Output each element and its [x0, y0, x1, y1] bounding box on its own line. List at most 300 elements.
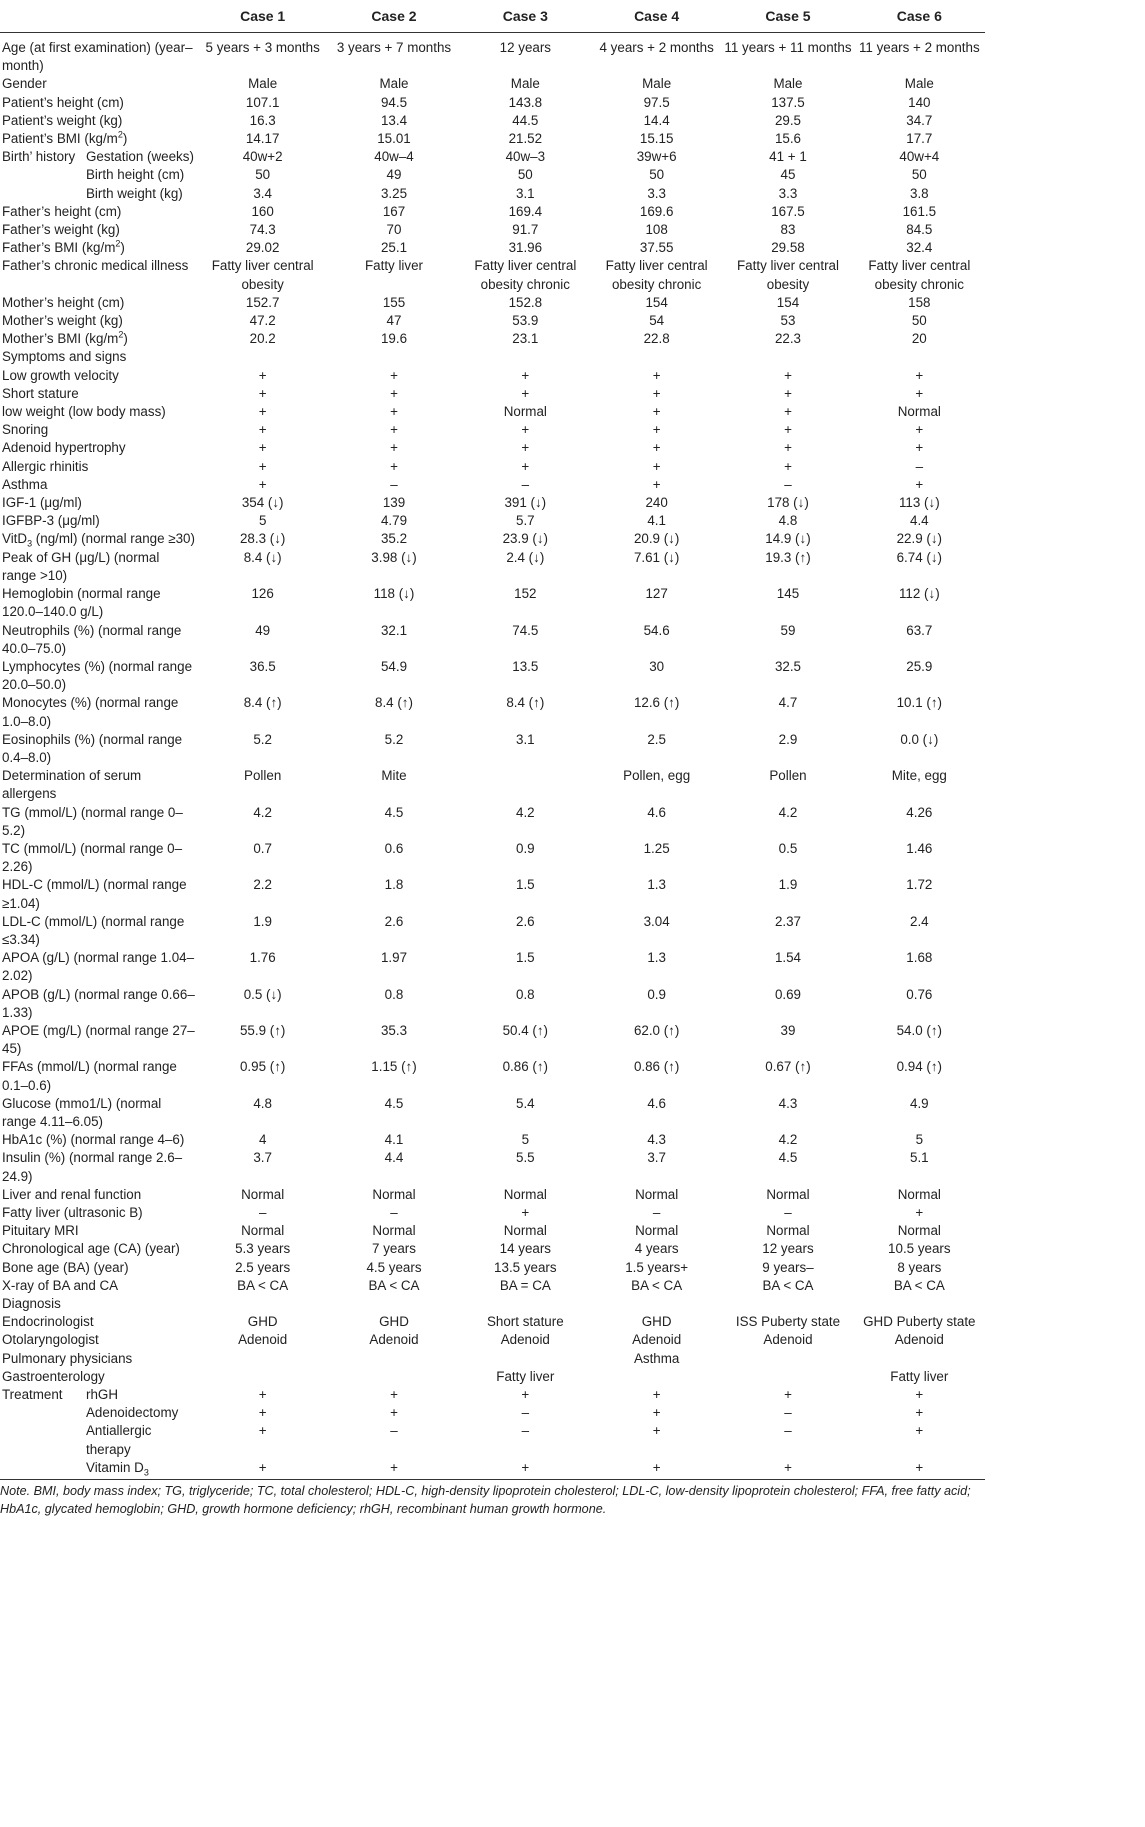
cell-case-1: 16.3: [249, 112, 276, 128]
cell-case-3: +: [521, 367, 530, 383]
cell-case-6: 0.0 (↓): [900, 731, 939, 747]
cell-case-4: 39w+6: [636, 149, 677, 165]
cell-case-5: 59: [780, 622, 796, 638]
cell-case-2: 139: [382, 495, 406, 511]
table-row: [0, 403, 985, 421]
cell-case-1: [197, 348, 328, 366]
cell-case-2: 3.25: [380, 185, 408, 201]
cell-case-3: 31.96: [508, 240, 543, 256]
row-label: Eosinophils (%) (normal range 0.4–8.0): [2, 731, 183, 765]
cell-case-5: 178 (↓): [767, 495, 809, 511]
cell-case-2: +: [390, 458, 398, 474]
cell-case-6: 10.1 (↑): [896, 695, 943, 711]
row-label: Diagnosis: [2, 1296, 61, 1312]
row-label: APOE (mg/L) (normal range 27–45): [2, 1022, 195, 1057]
row-label: Gastroenterology: [2, 1368, 105, 1384]
row-label: Patient’s height (cm): [2, 94, 124, 110]
table-row: [0, 348, 985, 366]
cell-case-2: +: [390, 385, 398, 401]
cell-case-4: 54: [649, 313, 665, 329]
table-row: [0, 1022, 985, 1058]
cell-case-2: 54.9: [380, 658, 408, 674]
cell-case-5: 137.5: [771, 94, 805, 110]
cell-case-1: Male: [248, 76, 278, 92]
cell-case-2: [328, 1368, 459, 1386]
table-row: [0, 549, 985, 585]
cell-case-4: Asthma: [633, 1350, 680, 1366]
cell-case-5: 4.7: [778, 695, 798, 711]
cell-case-2: 4.5: [384, 804, 404, 820]
cell-case-5: 0.69: [774, 986, 801, 1002]
cell-case-1: 126: [251, 586, 274, 602]
cell-case-4: 240: [645, 495, 668, 511]
table-row: [0, 257, 985, 293]
table-row: [0, 367, 985, 385]
cell-case-4: 1.5 years+: [625, 1259, 689, 1275]
cell-case-5: 32.5: [774, 658, 801, 674]
cell-case-4: 22.8: [643, 331, 670, 347]
cell-case-1: +: [258, 1423, 267, 1439]
row-label: Pulmonary physicians: [2, 1350, 133, 1366]
cell-case-3: –: [521, 1423, 530, 1439]
cell-case-2: 35.2: [380, 531, 408, 547]
row-label: Adenoidectomy: [86, 1405, 179, 1421]
cell-case-3: 23.9 (↓): [502, 531, 549, 547]
cell-case-4: 7.61 (↓): [633, 549, 680, 565]
row-label: Monocytes (%) (normal range 1.0–8.0): [2, 695, 179, 729]
cell-case-6: 113 (↓): [898, 495, 940, 511]
cell-case-4: +: [652, 1405, 661, 1421]
cell-case-5: Normal: [766, 1186, 810, 1202]
cell-case-2: 19.6: [380, 331, 408, 347]
cell-case-1: 160: [251, 203, 274, 219]
cell-case-1: 28.3 (↓): [239, 531, 286, 547]
cell-case-5: 0.5: [778, 840, 798, 856]
cell-case-1: 4.2: [253, 804, 272, 820]
row-label: Determination of serum allergens: [2, 768, 142, 802]
cell-case-3: 2.4 (↓): [506, 549, 545, 565]
cell-case-1: [197, 1350, 328, 1368]
cell-case-2: 4.5: [384, 1095, 404, 1111]
cell-case-5: –: [784, 1405, 792, 1421]
cell-case-6: 158: [908, 294, 931, 310]
table-row: [0, 585, 985, 621]
table-footnote: Note. BMI, body mass index; TG, triglyceride; TC, total cholesterol; HDL-C, high-density lipoprotein cholesterol; LDL-C, low-density lipoprotein cholesterol; FFA, free fatty acid; HbA1c, glycated hemoglobin; GHD, growth hormone deficiency; rhGH, recombinant human growth hormone.: [0, 1479, 985, 1518]
cell-case-4: 30: [649, 658, 665, 674]
cell-case-1: +: [258, 385, 267, 401]
cell-case-2: 0.8: [384, 986, 404, 1002]
cell-case-2: GHD: [379, 1314, 409, 1330]
cell-case-3: 4.2: [516, 804, 535, 820]
table-row: [0, 1459, 985, 1477]
cell-case-5: –: [784, 1423, 792, 1439]
cell-case-6: 6.74 (↓): [896, 549, 943, 565]
cell-case-6: +: [915, 440, 924, 456]
cell-case-3: +: [521, 1205, 530, 1220]
cell-case-2: 8.4 (↑): [375, 695, 413, 711]
table-row: [0, 1240, 985, 1258]
cell-case-3: 1.5: [516, 950, 535, 966]
row-label: Patient’s weight (kg): [2, 112, 123, 128]
cell-case-6: 54.0 (↑): [896, 1022, 943, 1038]
cell-case-5: 4.2: [778, 804, 798, 820]
cell-case-3: –: [521, 476, 530, 492]
cell-case-5: 4.5: [778, 1150, 798, 1166]
row-label: Neutrophils (%) (normal range 40.0–75.0): [2, 622, 182, 656]
row-label: Pituitary MRI: [2, 1223, 79, 1239]
cell-case-4: Normal: [635, 1186, 679, 1202]
cell-case-3: 12 years: [499, 40, 551, 55]
cell-case-6: +: [915, 385, 924, 401]
cell-case-3: 74.5: [512, 622, 539, 638]
table-body: [0, 33, 985, 1478]
cell-case-1: +: [258, 458, 267, 474]
cell-case-5: 29.58: [771, 240, 805, 256]
table-row: [0, 1313, 985, 1331]
header-row: [0, 0, 985, 33]
cell-case-5: [722, 1295, 853, 1313]
cell-case-2: 167: [382, 203, 406, 219]
cell-case-4: 4 years: [634, 1241, 679, 1257]
cell-case-6: +: [915, 1387, 924, 1403]
table-row: [0, 986, 985, 1022]
cell-case-2: +: [390, 1387, 398, 1403]
cell-case-1: BA < CA: [237, 1277, 289, 1293]
cell-case-4: 62.0 (↑): [633, 1022, 680, 1038]
cell-case-1: 4: [258, 1132, 267, 1148]
cell-case-4: +: [652, 1423, 661, 1439]
cell-case-4: 0.86 (↑): [633, 1059, 680, 1075]
row-label: Mother’s BMI $(kg/m^2)$: [2, 329, 128, 347]
row-label: X-ray of BA and CA: [2, 1277, 119, 1293]
cell-case-3: 5: [521, 1132, 530, 1148]
cell-case-4: +: [652, 440, 661, 456]
cell-case-3: 169.4: [508, 203, 543, 219]
table-row: [0, 1186, 985, 1204]
table-row: [0, 439, 985, 457]
cell-case-3: 152: [514, 586, 537, 602]
cell-case-6: –: [915, 458, 924, 474]
table-row: [0, 1095, 985, 1131]
row-label: Chronological age (CA) (year): [2, 1241, 180, 1257]
row-label: APOA (g/L) (normal range 1.04–2.02): [2, 950, 195, 984]
row-label: Patient’s BMI $(kg/m^2)$: [2, 129, 128, 147]
cell-case-6: 20: [911, 331, 927, 347]
cell-case-5: 154: [776, 294, 800, 310]
cell-case-3: 3.1: [516, 731, 535, 747]
cell-case-4: 4.6: [647, 1095, 666, 1111]
cell-case-4: 12.6 (↑): [633, 695, 680, 711]
cell-case-6: 63.7: [906, 622, 933, 638]
cell-case-6: 4.9: [910, 1095, 929, 1111]
cell-case-6: 8 years: [897, 1259, 942, 1275]
cell-case-2: [328, 1350, 459, 1368]
row-label: low weight (low body mass): [2, 404, 166, 420]
row-label: TG (mmol/L) (normal range 0–5.2): [2, 804, 183, 838]
cell-case-5: +: [784, 458, 792, 474]
table-row: [0, 840, 985, 876]
cell-case-4: 154: [645, 294, 668, 310]
cell-case-4: 54.6: [643, 622, 670, 638]
row-label: Bone age (BA) (year): [2, 1259, 129, 1275]
cell-case-3: Male: [510, 76, 540, 92]
table-row: [0, 1295, 985, 1313]
header-case-2: Case 2: [328, 0, 459, 33]
cell-case-1: 74.3: [249, 222, 276, 238]
table-row: [0, 203, 985, 221]
cell-case-6: Male: [904, 76, 934, 92]
cell-case-2: 4.79: [380, 513, 408, 529]
table-row: [0, 239, 985, 257]
cell-case-3: 2.6: [516, 913, 535, 929]
cell-case-4: 14.4: [643, 112, 670, 128]
cell-case-1: 8.4 (↓): [243, 549, 282, 565]
cell-case-4: +: [652, 1459, 661, 1475]
cell-case-5: +: [784, 385, 792, 401]
row-label: Antiallergic therapy: [86, 1423, 152, 1457]
cell-case-3: [460, 348, 591, 366]
cell-case-2: +: [390, 404, 398, 420]
row-label: IGFBP-3 (μg/ml): [2, 513, 100, 529]
cell-case-4: 108: [645, 222, 668, 238]
cell-case-5: 41 + 1: [769, 149, 807, 165]
row-label: Mother’s height (cm): [2, 294, 125, 310]
cell-case-1: 14.17: [245, 131, 280, 147]
cell-case-2: 32.1: [380, 622, 408, 638]
cell-case-1: [197, 1368, 328, 1386]
cell-case-2: 35.3: [380, 1022, 408, 1038]
cell-case-4: BA < CA: [631, 1277, 683, 1293]
row-label: Insulin (%) (normal range 2.6–24.9): [2, 1150, 183, 1184]
cell-case-2: –: [390, 1423, 398, 1439]
row-label: APOB (g/L) (normal range 0.66–1.33): [2, 986, 195, 1020]
cell-case-6: 11 years + 2 months: [858, 40, 980, 55]
cell-case-6: 5: [915, 1132, 924, 1148]
cell-case-1: 5 years + 3 months: [205, 40, 320, 55]
cell-case-3: 5.5: [516, 1150, 535, 1166]
cell-case-4: +: [652, 476, 661, 492]
cell-case-3: [460, 1295, 591, 1313]
table-row: [0, 913, 985, 949]
cell-case-2: Male: [379, 76, 409, 92]
cell-case-6: +: [915, 476, 924, 492]
cell-case-4: 3.7: [647, 1150, 666, 1166]
table-row: [0, 1259, 985, 1277]
cell-case-2: 94.5: [380, 94, 408, 110]
cell-case-1: 4.8: [253, 1095, 272, 1111]
header-case-4: Case 4: [591, 0, 722, 33]
cell-case-1: Normal: [241, 1223, 285, 1239]
cell-case-5: 9 years–: [762, 1259, 814, 1275]
cell-case-1: +: [258, 1405, 267, 1421]
cell-case-2: 3.98 (↓): [371, 549, 417, 565]
row-label: Father’s weight (kg): [2, 222, 120, 238]
cell-case-2: 118 (↓): [373, 586, 415, 602]
cell-case-3: 44.5: [512, 112, 539, 128]
cell-case-5: [722, 348, 853, 366]
cell-case-4: [591, 348, 722, 366]
cell-case-3: 0.86 (↑): [502, 1059, 549, 1075]
row-label: Short stature: [2, 385, 79, 401]
cell-case-4: 169.6: [639, 203, 674, 219]
cell-case-1: +: [258, 1387, 267, 1403]
cell-case-6: 84.5: [906, 222, 933, 238]
table-row: [0, 1368, 985, 1386]
cell-case-5: 19.3 (↑): [765, 549, 811, 565]
table-row: [0, 221, 985, 239]
row-label: TC (mmol/L) (normal range 0–2.26): [2, 840, 183, 875]
cell-case-5: 4.2: [778, 1132, 798, 1148]
table-row: [0, 330, 985, 348]
cell-case-6: 1.72: [906, 877, 933, 893]
cell-case-4: +: [652, 367, 661, 383]
cell-case-4: +: [652, 385, 661, 401]
cell-case-1: 0.95 (↑): [239, 1059, 286, 1075]
table-row: [0, 1404, 985, 1422]
cell-case-2: –: [390, 476, 398, 492]
cell-case-1: 354 (↓): [241, 495, 284, 511]
cell-case-6: 40w+4: [899, 149, 940, 165]
cell-case-6: +: [915, 422, 924, 438]
cell-case-3: 152.8: [508, 294, 543, 310]
cell-case-2: BA < CA: [368, 1277, 420, 1293]
cell-case-3: [460, 1350, 591, 1368]
cell-case-3: Normal: [503, 1186, 547, 1202]
table-row: [0, 949, 985, 985]
row-label: Vitamin $D_3$: [86, 1459, 149, 1478]
row-label: IGF-1 (μg/ml): [2, 495, 82, 511]
cell-case-5: 12 years: [762, 1241, 814, 1257]
cell-case-5: –: [784, 476, 792, 492]
cell-case-2: [328, 348, 459, 366]
cell-case-5: 4.8: [778, 513, 798, 529]
row-label: [0, 148, 197, 166]
cell-case-6: 1.46: [906, 840, 933, 856]
cell-case-1: 20.2: [249, 331, 276, 347]
row-label: Asthma: [2, 476, 48, 492]
row-label: Allergic rhinitis: [2, 458, 89, 474]
cell-case-4: 37.55: [639, 240, 674, 256]
cell-case-3: 3.1: [516, 185, 535, 201]
row-label: Mother’s weight (kg): [2, 313, 123, 329]
table-row: [0, 1222, 985, 1240]
cell-case-3: +: [521, 440, 530, 456]
cell-case-4: 3.3: [647, 185, 666, 201]
cell-case-4: +: [652, 422, 661, 438]
cell-case-5: +: [784, 422, 792, 438]
table-row: [0, 421, 985, 439]
cell-case-1: +: [258, 476, 267, 492]
cell-case-6: 32.4: [906, 240, 933, 256]
row-label: Adenoid hypertrophy: [2, 440, 126, 456]
cell-case-3: 13.5 years: [494, 1259, 557, 1275]
cell-case-6: [854, 1295, 985, 1313]
cell-case-1: +: [258, 367, 267, 383]
cell-case-1: –: [258, 1205, 267, 1220]
cell-case-5: 39: [780, 1022, 796, 1038]
cell-case-6: 25.9: [906, 658, 933, 674]
cell-case-4: Pollen, egg: [623, 768, 691, 784]
cell-case-5: Fatty liver central obesity: [737, 258, 839, 292]
cell-case-6: +: [915, 367, 924, 383]
cell-case-3: Fatty liver central obesity chronic: [474, 258, 577, 292]
header-blank-cell: [0, 0, 197, 33]
cell-case-1: 0.7: [253, 840, 272, 856]
cell-case-6: 1.68: [906, 950, 933, 966]
table-row: [0, 130, 985, 148]
cell-case-4: 3.04: [643, 913, 670, 929]
cell-case-5: +: [784, 367, 792, 383]
table-row: [0, 1331, 985, 1349]
cell-case-3: 21.52: [508, 131, 543, 147]
cell-case-2: 49: [386, 167, 402, 183]
cell-case-3: +: [521, 1459, 530, 1475]
table-row: [0, 530, 985, 548]
table-row: [0, 876, 985, 912]
cell-case-2: Fatty liver: [364, 258, 424, 274]
table-row: [0, 476, 985, 494]
cell-case-2: 5.2: [384, 731, 404, 747]
cell-case-6: [854, 348, 985, 366]
row-label: Father’s BMI $(kg/m^2)$: [2, 238, 125, 256]
cell-case-4: 1.3: [647, 950, 666, 966]
cell-case-3: 13.5: [512, 658, 539, 674]
cell-case-2: 7 years: [372, 1241, 416, 1257]
cell-case-2: 25.1: [380, 240, 408, 256]
cell-case-3: –: [521, 1405, 530, 1421]
cell-case-3: 8.4 (↑): [506, 695, 545, 711]
cell-case-4: 4 years + 2 months: [599, 40, 714, 55]
cell-case-2: Normal: [372, 1186, 416, 1202]
cell-case-5: 45: [780, 167, 796, 183]
cell-case-3: +: [521, 422, 530, 438]
table-row: [0, 1131, 985, 1149]
cell-case-1: 8.4 (↑): [243, 695, 282, 711]
cell-case-2: 0.6: [384, 840, 404, 856]
cell-case-6: 2.4: [910, 913, 929, 929]
cell-case-4: Male: [642, 76, 672, 92]
cell-case-5: 29.5: [774, 112, 801, 128]
cell-case-5: Pollen: [769, 768, 807, 784]
header-case-1: Case 1: [197, 0, 328, 33]
table-row: [0, 1149, 985, 1185]
cell-case-4: 2.5: [647, 731, 666, 747]
row-label: Birth weight (kg): [86, 185, 183, 201]
cell-case-2: Adenoid: [369, 1332, 419, 1348]
cell-case-1: +: [258, 404, 267, 420]
cell-case-6: Fatty liver central obesity chronic: [868, 258, 971, 292]
row-label: Fatty liver (ultrasonic B): [2, 1205, 143, 1220]
cell-case-6: 161.5: [902, 203, 937, 219]
cell-case-3: 143.8: [508, 94, 543, 110]
table-row: [0, 1058, 985, 1094]
cell-case-2: 1.97: [380, 950, 408, 966]
cell-case-6: Mite, egg: [891, 768, 947, 784]
cell-case-6: 22.9 (↓): [896, 531, 943, 547]
cell-case-2: –: [390, 1205, 398, 1220]
cell-case-5: 3.3: [778, 185, 798, 201]
cell-case-3: Short stature: [486, 1314, 564, 1330]
cell-case-6: 4.26: [906, 804, 933, 820]
cell-case-2: 1.15 (↑): [371, 1059, 417, 1075]
row-label: Birth height (cm): [86, 167, 185, 183]
cell-case-4: Adenoid: [632, 1332, 682, 1348]
cell-case-1: 49: [255, 622, 271, 638]
cell-case-2: 13.4: [380, 112, 408, 128]
cell-case-5: +: [784, 440, 792, 456]
cell-case-1: Fatty liver central obesity: [211, 258, 314, 292]
cell-case-4: Fatty liver central obesity chronic: [605, 258, 708, 292]
